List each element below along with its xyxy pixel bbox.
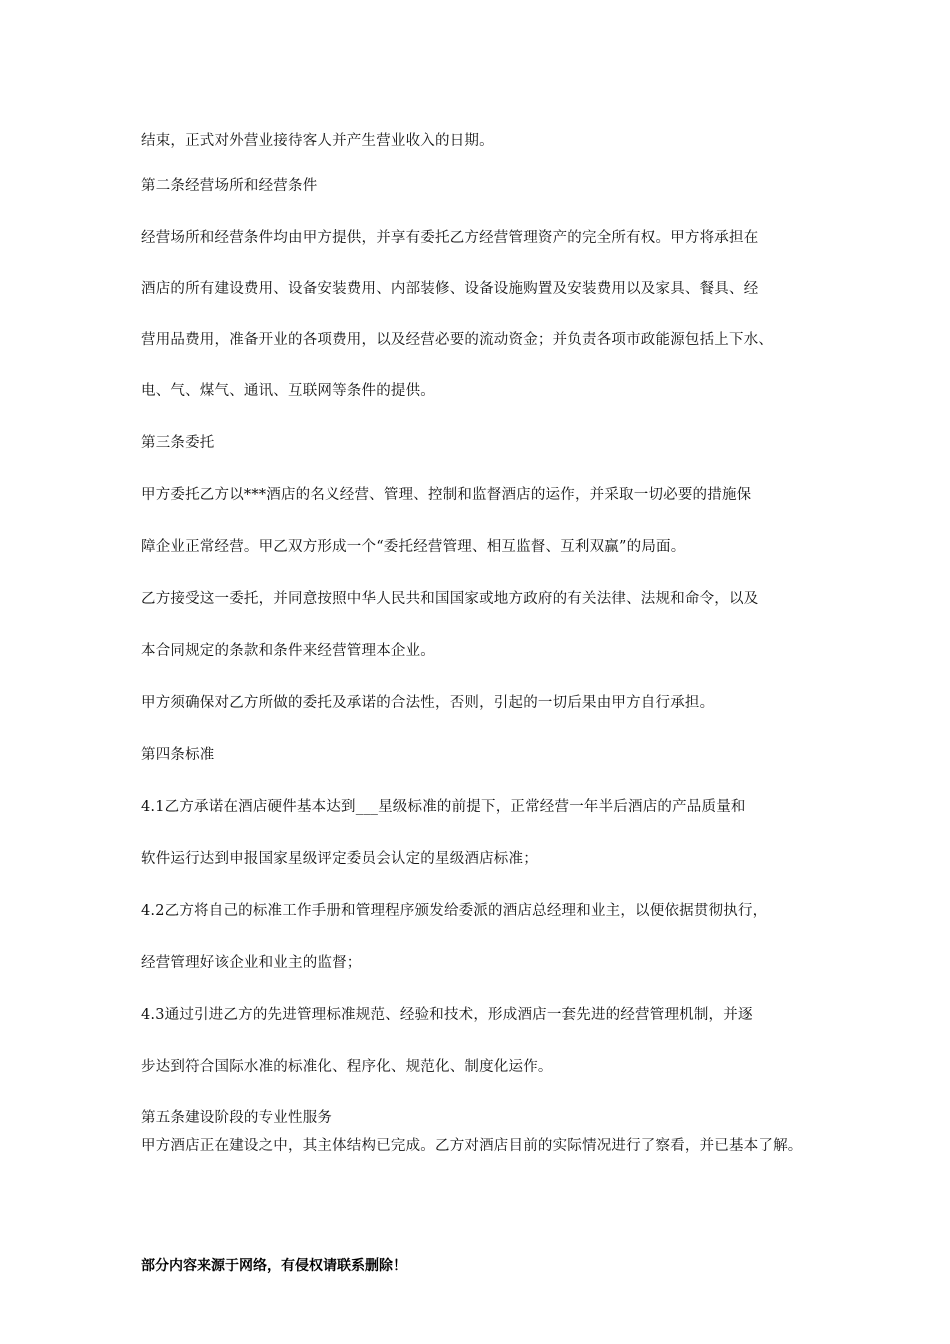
text-line: 营用品费用，准备开业的各项费用，以及经营必要的流动资金；并负责各项市政能源包括上下水、 [141,332,774,348]
text-line: 4.3通过引进乙方的先进管理标准规范、经验和技术，形成酒店一套先进的经营管理机制，并逐 [141,1007,753,1023]
section-heading: 第五条建设阶段的专业性服务 [141,1110,333,1126]
text-line: 结束，正式对外营业接待客人并产生营业收入的日期。 [141,133,494,149]
paragraph: 甲方酒店正在建设之中，其主体结构已完成。乙方对酒店目前的实际情况进行了察看，并已基本了解。 [141,1138,803,1154]
section-heading: 第三条委托 [141,435,215,451]
copyright-notice: 部分内容来源于网络，有侵权请联系删除！ [141,1258,407,1274]
section-heading: 第四条标准 [141,747,215,763]
section-heading: 第二条经营场所和经营条件 [141,178,318,194]
text-line: 本合同规定的条款和条件来经营管理本企业。 [141,643,435,659]
text-line: 电、气、煤气、通讯、互联网等条件的提供。 [141,383,435,399]
text-line: 乙方接受这一委托，并同意按照中华人民共和国国家或地方政府的有关法律、法规和命令，以及 [141,591,759,607]
text-line: 步达到符合国际水准的标准化、程序化、规范化、制度化运作。 [141,1059,553,1075]
text-line: 甲方委托乙方以***酒店的名义经营、管理、控制和监督酒店的运作，并采取一切必要的措施保 [141,487,752,503]
text-line: 4.2乙方将自己的标准工作手册和管理程序颁发给委派的酒店总经理和业主，以便依据贯彻执行， [141,903,768,919]
text-line: 经营管理好该企业和业主的监督； [141,955,362,971]
text-line: 酒店的所有建设费用、设备安装费用、内部装修、设备设施购置及安装费用以及家具、餐具、经 [141,281,759,297]
text-line: 4.1乙方承诺在酒店硬件基本达到___星级标准的前提下，正常经营一年半后酒店的产品质量和 [141,799,746,815]
text-line: 障企业正常经营。甲乙双方形成一个“委托经营管理、相互监督、互利双赢”的局面。 [141,539,686,555]
text-line: 经营场所和经营条件均由甲方提供，并享有委托乙方经营管理资产的完全所有权。甲方将承担在 [141,230,759,246]
text-line: 软件运行达到申报国家星级评定委员会认定的星级酒店标准； [141,851,538,867]
text-line: 甲方须确保对乙方所做的委托及承诺的合法性，否则，引起的一切后果由甲方自行承担。 [141,695,715,711]
